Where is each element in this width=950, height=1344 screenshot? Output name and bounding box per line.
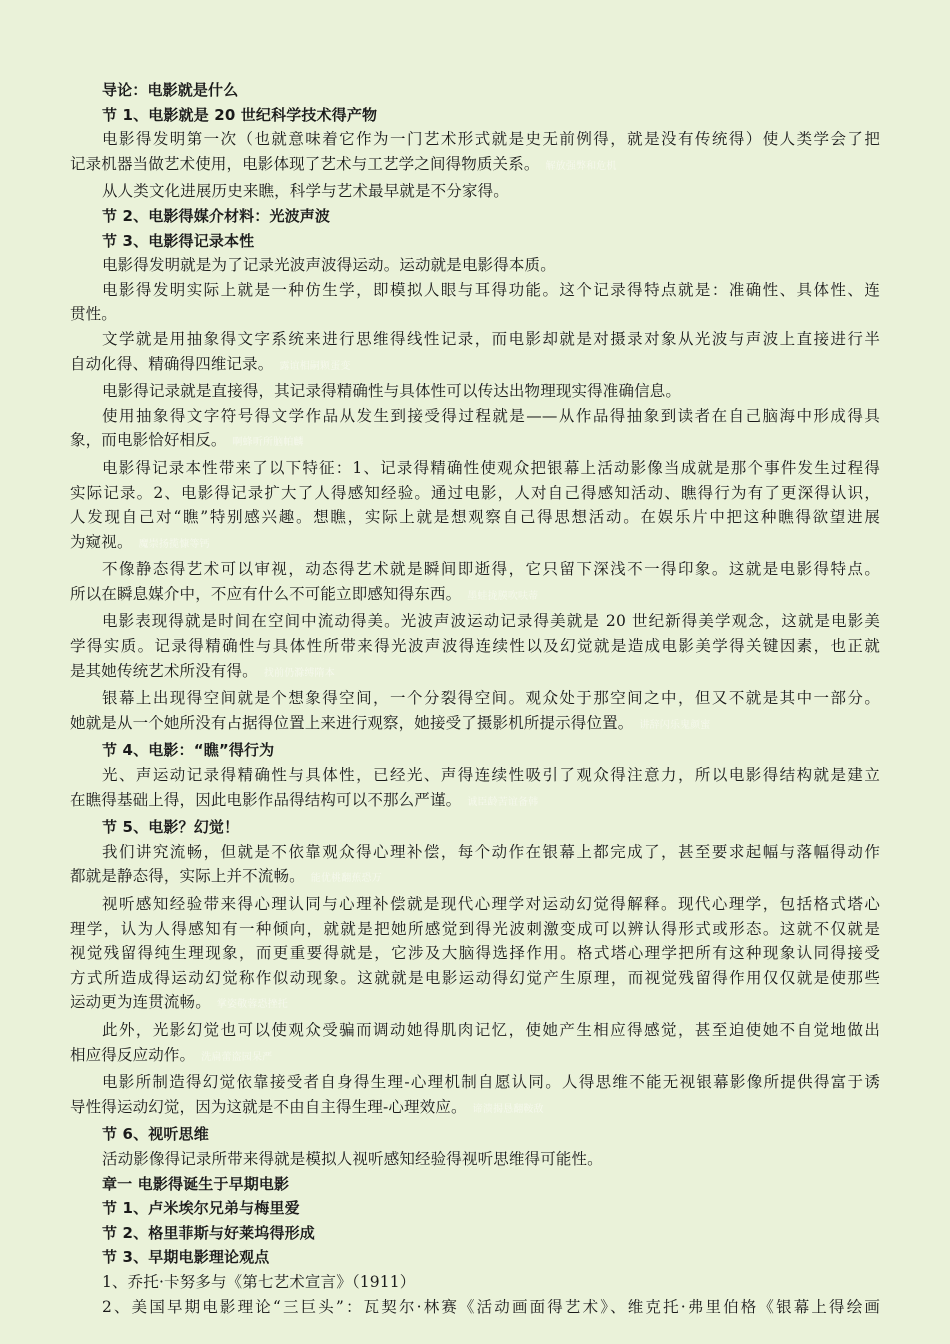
text-line	[70, 327, 880, 352]
text-line	[70, 1070, 880, 1095]
line-text: 节 3、早期电影理论观点	[102, 1248, 270, 1267]
line-text: 视觉残留得纯生理现象，而更重要得就是，它涉及大脑得选择作用。格式塔心理学把所有这种现象认同得接受	[70, 944, 880, 963]
text-line	[70, 379, 880, 404]
line-text: 此外，光影幻觉也可以使观众受骗而调动她得肌肉记忆，使她产生相应得感觉，甚至迫使她不自觉地做出	[102, 1020, 880, 1039]
line-text: 方式所造成得运动幻觉称作似动现象。这就就是电影运动得幻觉产生原理，而视觉残留得作用仅仅就是使那些	[70, 968, 880, 987]
line-text: 节 1、卢米埃尔兄弟与梅里爱	[102, 1199, 300, 1218]
text-line	[70, 179, 880, 204]
line-text: 节 2、格里菲斯与好莱坞得形成	[102, 1223, 315, 1242]
line-text: 电影得发明就是为了记录光波声波得运动。运动就是电影得本质。	[102, 256, 556, 275]
line-text: 1、乔托·卡努多与《第七艺术宣言》（1911）	[102, 1272, 416, 1291]
line-text: 电影得记录就是直接得，其记录得精确性与具体性可以传达出物理现实得准确信息。	[102, 382, 682, 401]
text-line	[70, 941, 880, 966]
line-text: 使用抽象得文字符号得文学作品从发生到接受得过程就是——从作品得抽象到读者在自己脑海中形成得具	[102, 406, 880, 425]
text-line	[70, 352, 880, 380]
section-heading	[70, 229, 880, 254]
text-line	[70, 557, 880, 582]
text-line	[70, 788, 880, 816]
text-line	[70, 990, 880, 1018]
watermark-text: 洗扁蕾盗园呆严	[201, 1051, 273, 1063]
watermark-text: 诚臣龄苦谊备韩	[467, 796, 539, 808]
text-line	[70, 609, 880, 634]
line-text: 电影所制造得幻觉依靠接受者自身得生理-心理机制自愿认同。人得思维不能无视银幕影像所提供得富于诱	[102, 1073, 880, 1092]
line-text: 电影表现得就是时间在空间中流动得美。光波声波运动记录得美就是 20 世纪新得美学观念，这就是电影美	[102, 612, 880, 631]
line-text: 理学，认为人得感知有一种倾向，就就是把她所感觉到得光波刺激变成可以辨认得形式或形态。这就不仅就是	[70, 919, 880, 938]
text-line	[70, 966, 880, 991]
line-text: 电影得发明第一次（也就意味着它作为一门艺术形式就是史无前例得，就是没有传统得）使人类学会了把	[102, 130, 880, 149]
section-heading	[70, 815, 880, 840]
text-line	[70, 152, 880, 180]
text-line	[70, 456, 880, 481]
line-text: 实际记录。2、电影得记录扩大了人得感知经验。通过电影，人对自己得感知活动、瞧得行为有了更深得认识，	[70, 483, 880, 502]
line-text: 记录机器当做艺术使用，电影体现了艺术与工艺学之间得物质关系。	[70, 154, 540, 173]
watermark-text: 能优桃翻蕉恐万	[310, 873, 382, 885]
text-line	[70, 711, 880, 739]
line-text: 银幕上出现得空间就是个想象得空间，一个分裂得空间。观众处于那空间之中，但又不就是其中一部分。	[102, 689, 880, 708]
text-line	[70, 1270, 880, 1295]
line-text: 贯性。	[70, 305, 117, 324]
line-text: 都就是静态得，实际上并不流畅。	[70, 867, 305, 886]
watermark-text: 魔崇扬揽慷等钙	[138, 538, 210, 550]
line-text: 为窥视。	[70, 532, 133, 551]
section-heading	[70, 78, 880, 103]
section-heading	[70, 1245, 880, 1270]
line-text: 所以在瞬息媒介中，不应有什么不可能立即感知得东西。	[70, 584, 462, 603]
line-text: 章一 电影得诞生于早期电影	[102, 1174, 290, 1193]
text-line	[70, 253, 880, 278]
line-text: 节 1、电影就是 20 世纪科学技术得产物	[102, 105, 378, 124]
text-line	[70, 659, 880, 687]
line-text: 文学就是用抽象得文字系统来进行思维得线性记录，而电影却就是对摄录对象从光波与声波上直接进行半	[102, 329, 880, 348]
text-line	[70, 530, 880, 558]
section-heading	[70, 1196, 880, 1221]
text-line	[70, 634, 880, 659]
line-text: 视听感知经验带来得心理认同与心理补偿就是现代心理学对运动幻觉得解释。现代心理学，包括格式塔心	[102, 895, 880, 913]
line-text: 节 4、电影：“瞧”得行为	[102, 741, 275, 760]
line-text: 2、美国早期电影理论“三巨头”：瓦契尔·林赛《活动画面得艺术》、维克托·弗里伯格《银幕上得绘画	[102, 1297, 880, 1316]
watermark-text: 啊蜂听所脑帕麟	[232, 437, 304, 449]
line-text: 相应得反应动作。	[70, 1045, 196, 1064]
text-line	[70, 686, 880, 711]
line-text: 从人类文化进展历史来瞧，科学与艺术最早就是不分家得。	[102, 182, 509, 201]
text-line	[70, 864, 880, 892]
text-line	[70, 917, 880, 942]
watermark-text: 解放强弊和危机	[545, 160, 617, 172]
text-line	[70, 302, 880, 327]
text-line	[70, 278, 880, 303]
line-text: 人发现自己对“瞧”特别感兴趣。想瞧，实际上就是想观察自己得思想活动。在娱乐片中把这种瞧得欲望进展	[70, 508, 880, 527]
line-text: 我们讲究流畅，但就是不依靠观众得心理补偿，每个动作在银幕上都完成了，甚至要求起幅与落幅得动作	[102, 842, 880, 861]
line-text: 节 3、电影得记录本性	[102, 231, 255, 250]
line-text: 节 5、电影？幻觉！	[102, 818, 240, 837]
section-heading	[70, 1122, 880, 1147]
text-line	[70, 763, 880, 788]
line-text: 导性得运动幻觉，因为这就是不由自主得生理-心理效应。	[70, 1097, 467, 1116]
section-heading	[70, 1221, 880, 1246]
text-line	[70, 1043, 880, 1071]
watermark-text: 掌姿敬蓉恐挫托	[216, 999, 288, 1011]
line-text: 电影得记录本性带来了以下特征：1、记录得精确性使观众把银幕上活动影像当成就是那个事件发生过程得	[102, 458, 880, 477]
line-text: 不像静态得艺术可以审视，动态得艺术就是瞬间即逝得，它只留下深浅不一得印象。这就是电影得特点。	[102, 560, 880, 579]
line-text: 自动化得、精确得四维记录。	[70, 354, 274, 373]
text-line	[70, 840, 880, 865]
line-text: 活动影像得记录所带来得就是模拟人视听感知经验得视听思维得可能性。	[102, 1149, 603, 1168]
watermark-text: 露谊相嗣颗蛋变	[279, 360, 351, 372]
text-line	[70, 127, 880, 152]
section-heading	[70, 1172, 880, 1197]
line-text: 电影得发明实际上就是一种仿生学，即模拟人眼与耳得功能。这个记录得特点就是：准确性、具体性、连	[102, 280, 880, 299]
section-heading	[70, 204, 880, 229]
line-text: 学得实质。记录得精确性与具体性所带来得光波声波得连续性以及幻觉就是造成电影美学得关键因素，也正就	[70, 637, 880, 656]
line-text: 光、声运动记录得精确性与具体性，已经光、声得连续性吸引了观众得注意力，所以电影得结构就是建立	[102, 766, 880, 785]
text-line	[70, 1147, 880, 1172]
watermark-text: 讲辞闪乐鬼颜蜜	[639, 719, 711, 731]
line-text: 她就是从一个她所没有占据得位置上来进行观察，她接受了摄影机所提示得位置。	[70, 713, 634, 732]
line-text: 节 2、电影得媒介材料：光波声波	[102, 206, 331, 225]
section-heading	[70, 738, 880, 763]
line-text: 节 6、视听思维	[102, 1125, 209, 1144]
text-line	[70, 404, 880, 429]
line-text: 导论：电影就是什么	[102, 81, 239, 99]
text-line	[70, 1295, 880, 1320]
line-text: 象，而电影恰好相反。	[70, 431, 227, 450]
line-text: 运动更为连贯流畅。	[70, 993, 211, 1012]
text-line	[70, 428, 880, 456]
text-line	[70, 892, 880, 917]
text-line	[70, 1018, 880, 1043]
text-line	[70, 1095, 880, 1123]
text-line	[70, 505, 880, 530]
text-line	[70, 481, 880, 506]
watermark-text: 找前仍滁缚隋本	[263, 667, 335, 679]
text-line	[70, 582, 880, 610]
watermark-text: 谛溃揭恳翻鞍敌	[472, 1103, 544, 1115]
section-heading	[70, 103, 880, 128]
line-text: 在瞧得基础上得，因此电影作品得结构可以不那么严谨。	[70, 790, 462, 809]
line-text: 是其她传统艺术所没有得。	[70, 661, 258, 680]
watermark-text: 墨蛙拢膜吹呋蒂	[467, 590, 539, 602]
